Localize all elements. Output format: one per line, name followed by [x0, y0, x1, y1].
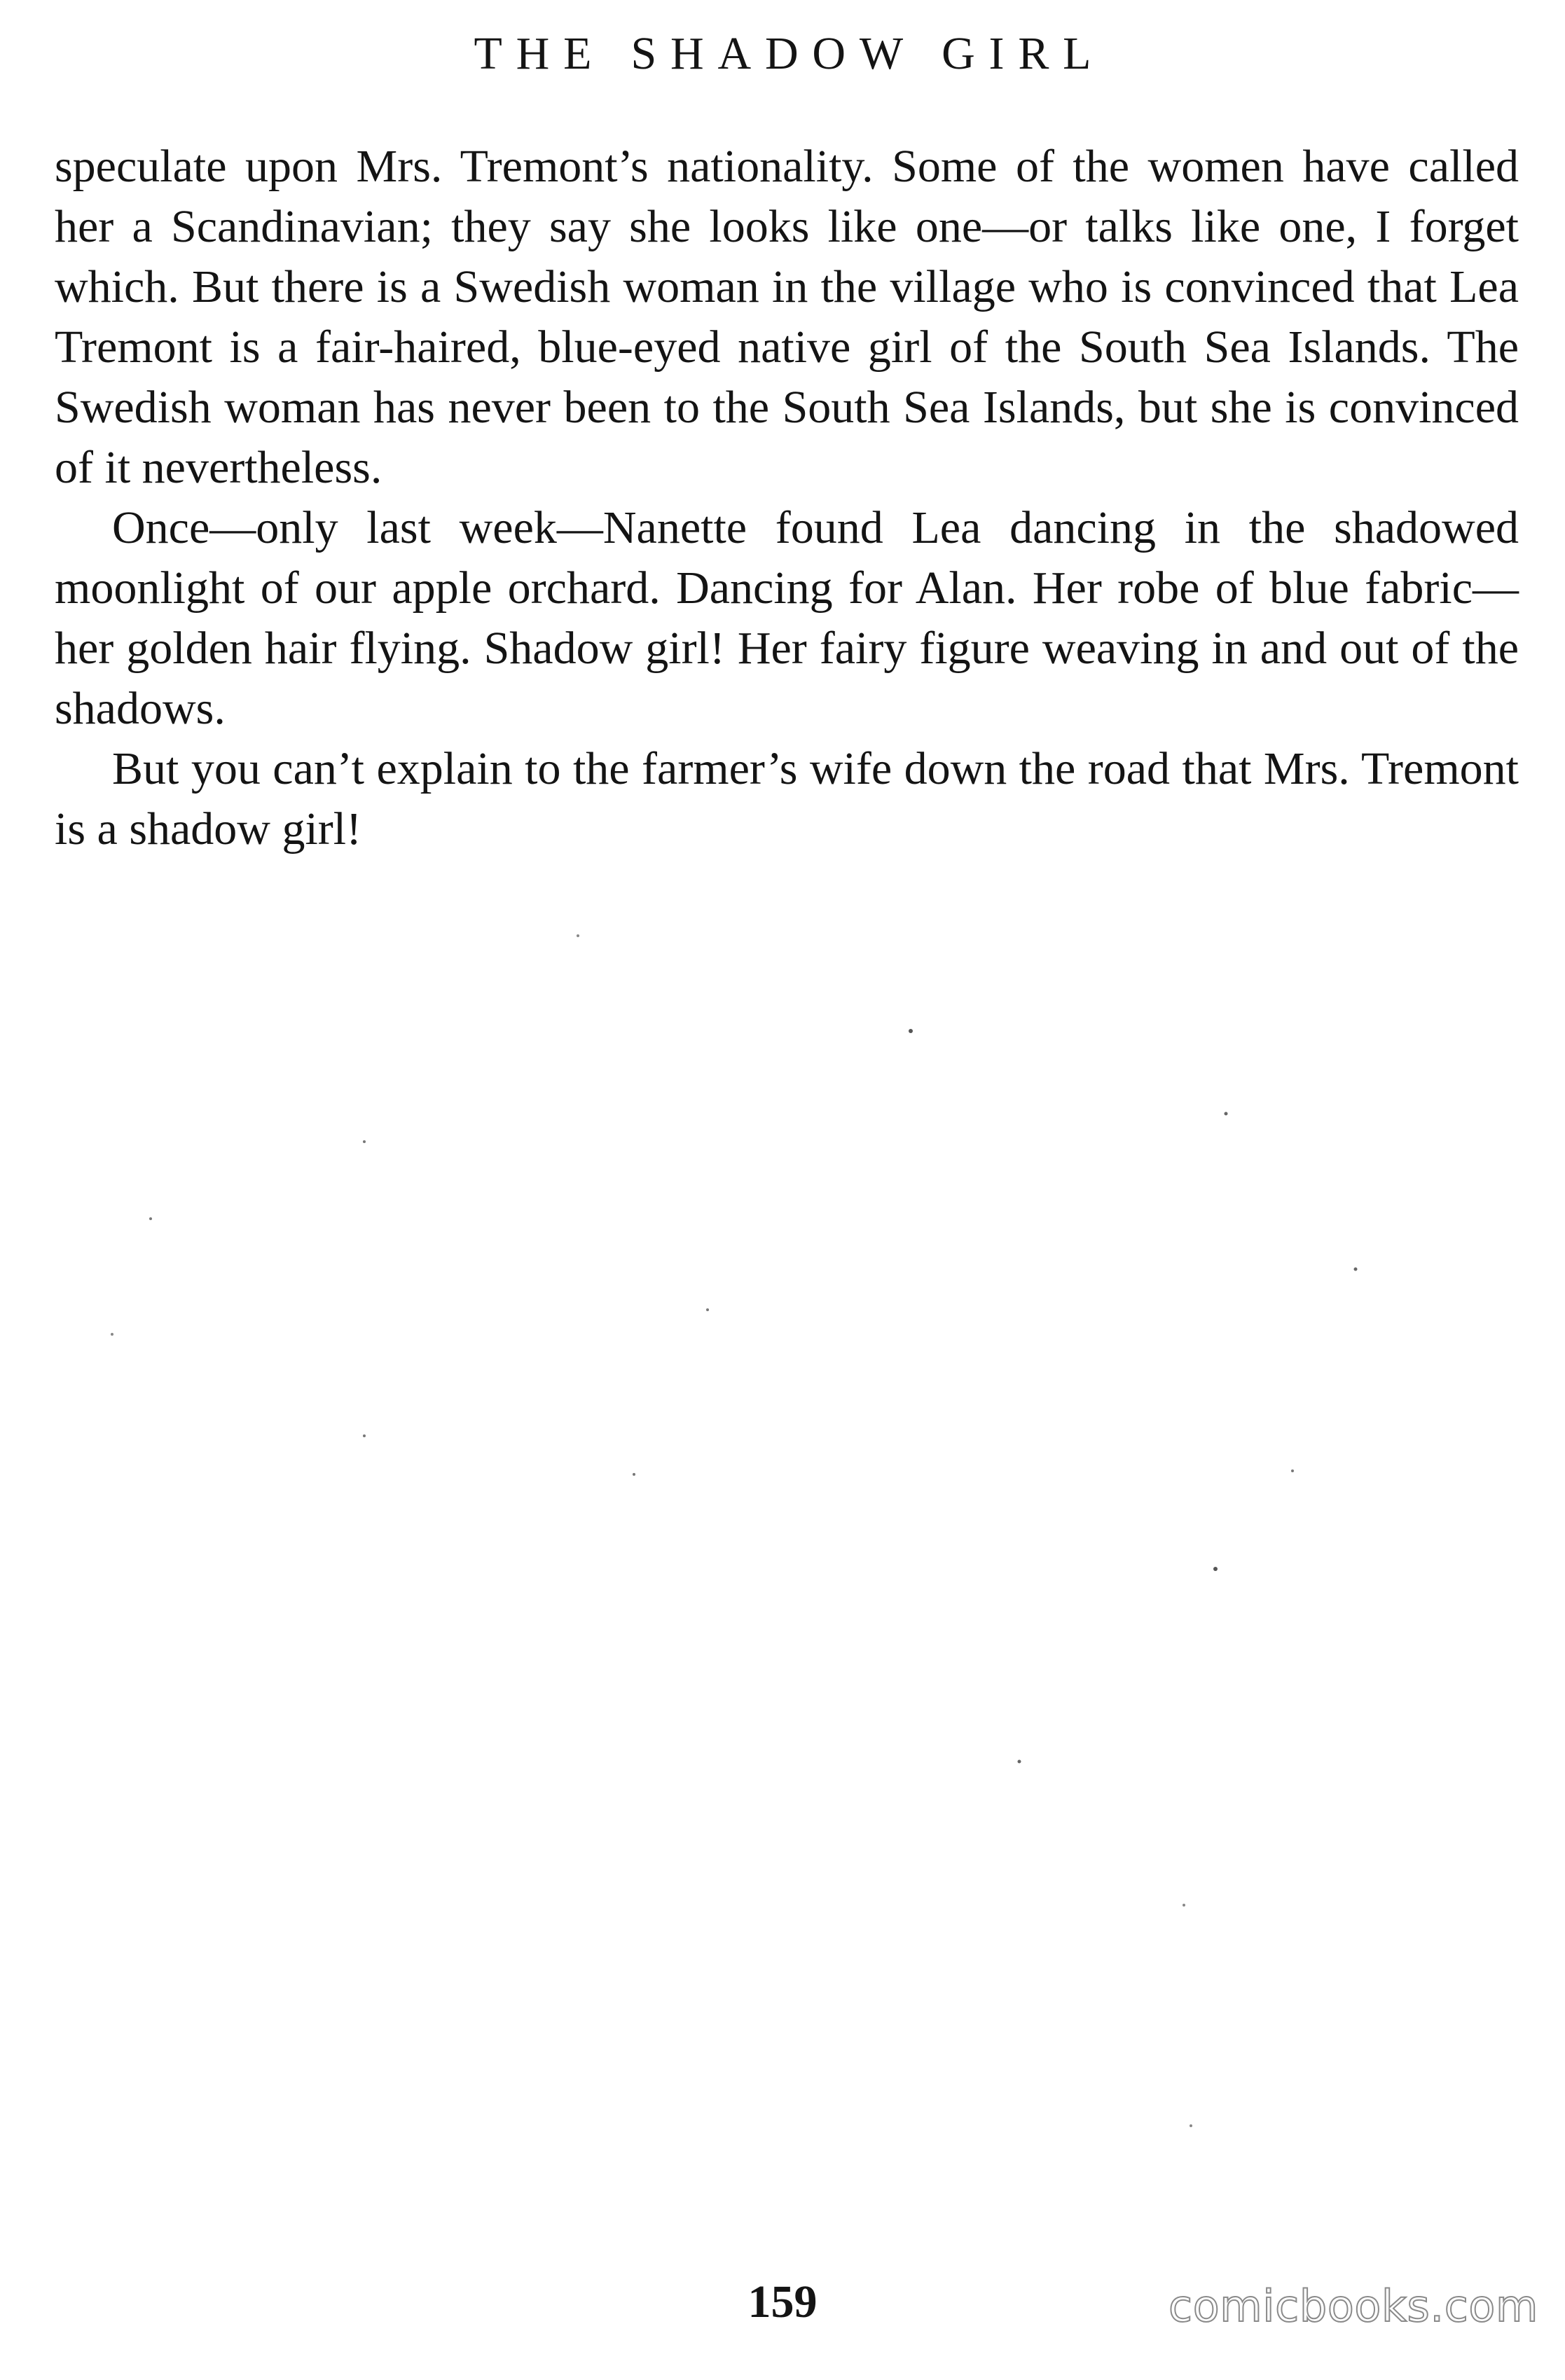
speck	[1354, 1268, 1358, 1271]
paragraph-1: speculate upon Mrs. Tremont’s nationality. Some of the women have called her a Scandinavian; they say she looks like one—or talks like one, I forget which. But there is a Swedish woman in the village who is convinced that Lea Tremont is a fair-haired, blue-eyed native girl of the South Sea Islands. The Swedish woman has never been to the South Sea Islands, but she is convinced of it nevertheless.	[55, 141, 1519, 493]
speck	[706, 1308, 709, 1311]
speck	[111, 1333, 113, 1336]
watermark: comicbooks.com	[1168, 2281, 1538, 2332]
speck	[1183, 1904, 1185, 1907]
speck	[633, 1473, 635, 1476]
paragraph-3: But you can’t explain to the farmer’s wife down the road that Mrs. Tremont is a shadow girl!	[55, 743, 1519, 855]
speck	[1213, 1567, 1218, 1571]
speck	[1291, 1469, 1294, 1472]
speck	[577, 934, 579, 937]
speck	[1225, 1112, 1228, 1116]
body-text	[55, 137, 1519, 859]
speck	[363, 1434, 366, 1437]
page-number: 159	[747, 2276, 818, 2327]
speck	[1190, 2124, 1192, 2127]
speck	[909, 1029, 913, 1033]
speck	[1018, 1760, 1021, 1764]
speck	[149, 1217, 152, 1220]
paragraph-2: Once—only last week—Nanette found Lea dancing in the shadowed moonlight of our apple orchard. Dancing for Alan. Her robe of blue fabric—her golden hair flying. Shadow girl! Her fairy figure weaving in and out of the shadows.	[55, 502, 1519, 734]
speck	[363, 1140, 366, 1143]
running-head: THE SHADOW GIRL	[474, 28, 1105, 79]
